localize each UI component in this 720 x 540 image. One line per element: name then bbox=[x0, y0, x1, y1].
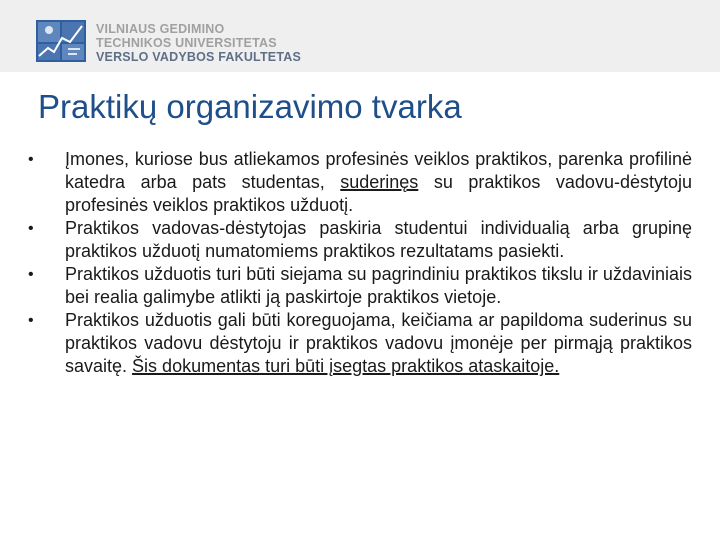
bullet-text: su praktikos vadovu-dėstytoju profesinės veiklos praktikos užduotį. bbox=[65, 172, 692, 215]
bullet-text: Praktikos užduotis gali būti koreguojama, keičiama ar papildoma suderinus su praktikos vadovu dėstytoju ir praktikos vadovu įmonėje per pirmąją praktikos savaitę. bbox=[65, 310, 692, 376]
university-logo-icon bbox=[36, 20, 86, 62]
university-name-line-1: VILNIAUS GEDIMINO bbox=[96, 22, 225, 36]
bullet-text: Praktikos užduotis turi būti siejama su pagrindiniu praktikos tikslu ir uždaviniais bei realia galimybe atlikti ją paskirtoje praktikos vietoje. bbox=[65, 264, 692, 307]
faculty-name: VERSLO VADYBOS FAKULTETAS bbox=[96, 50, 302, 64]
bullet-marker: • bbox=[28, 220, 34, 237]
bullet-text-underlined: suderinęs bbox=[340, 172, 419, 192]
bullet-text: Praktikos vadovas-dėstytojas paskiria studentui individualią arba grupinę praktikos užduotį numatomiems praktikos rezultatams pasiekti. bbox=[65, 218, 692, 261]
bullet-marker: • bbox=[28, 266, 34, 283]
slide-title: Praktikų organizavimo tvarka bbox=[38, 88, 462, 125]
bullet-text: Įmones, kuriose bus atliekamos profesinės veiklos praktikos, parenka profilinė katedra arba pats studentas, bbox=[65, 149, 692, 192]
university-name-line-2: TECHNIKOS UNIVERSITETAS bbox=[96, 36, 277, 50]
bullet-item bbox=[28, 263, 692, 309]
bullet-text-underlined: Šis dokumentas turi būti įsegtas praktikos ataskaitoje. bbox=[132, 356, 560, 376]
bullet-list bbox=[28, 148, 692, 378]
bullet-item bbox=[28, 148, 692, 217]
university-name bbox=[96, 22, 301, 64]
bullet-item bbox=[28, 217, 692, 263]
bullet-marker: • bbox=[28, 151, 34, 168]
bullet-item bbox=[28, 309, 692, 378]
bullet-marker: • bbox=[28, 312, 34, 329]
